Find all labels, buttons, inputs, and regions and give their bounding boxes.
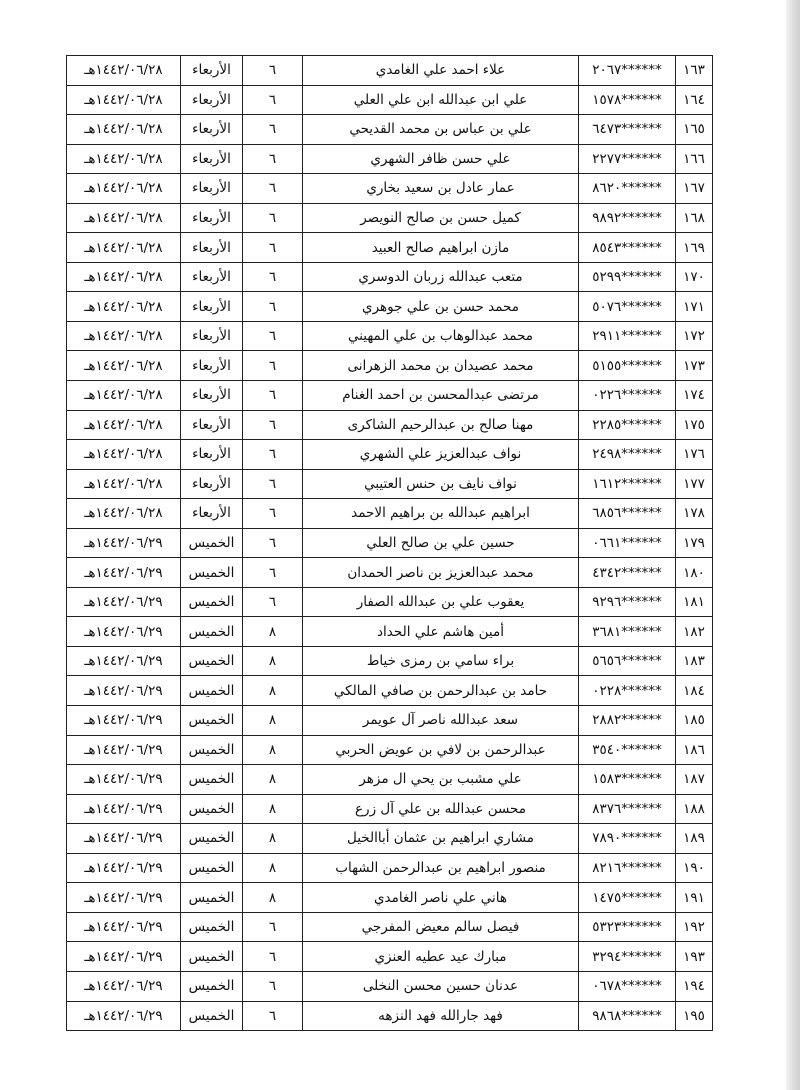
masked-id: ******١٥٧٨: [579, 85, 676, 115]
row-number: ١٦٨: [676, 203, 713, 233]
weekday: الأربعاء: [181, 85, 243, 115]
weekday: الأربعاء: [181, 292, 243, 322]
person-name: علي ابن عبدالله ابن علي العلي: [303, 85, 579, 115]
table-row: [67, 410, 713, 440]
week-number: ٦: [243, 351, 303, 381]
week-number: ٦: [243, 233, 303, 263]
person-name: مشاري ابراهيم بن عثمان أباالخيل: [303, 824, 579, 854]
person-name: علي مشبب بن يحي ال مزهر: [303, 765, 579, 795]
person-name: منصور ابراهيم بن عبدالرحمن الشهاب: [303, 853, 579, 883]
week-number: ٨: [243, 706, 303, 736]
row-number: ١٧٠: [676, 262, 713, 292]
row-number: ١٩١: [676, 883, 713, 913]
row-number: ١٩٥: [676, 1001, 713, 1031]
masked-id: ******٦٨٥٦: [579, 499, 676, 529]
row-number: ١٩٢: [676, 912, 713, 942]
hijri-date: ١٤٤٢/٠٦/٢٩هـ: [67, 587, 181, 617]
week-number: ٦: [243, 115, 303, 145]
hijri-date: ١٤٤٢/٠٦/٢٨هـ: [67, 499, 181, 529]
weekday: الخميس: [181, 528, 243, 558]
week-number: ٦: [243, 262, 303, 292]
weekday: الخميس: [181, 706, 243, 736]
person-name: أمين هاشم علي الحداد: [303, 617, 579, 647]
weekday: الخميس: [181, 587, 243, 617]
table-row: [67, 351, 713, 381]
masked-id: ******٢٤٩٨: [579, 440, 676, 470]
weekday: الخميس: [181, 824, 243, 854]
row-number: ١٨٤: [676, 676, 713, 706]
table-row: [67, 469, 713, 499]
masked-id: ******٥٣٢٣: [579, 912, 676, 942]
hijri-date: ١٤٤٢/٠٦/٢٨هـ: [67, 144, 181, 174]
table-row: [67, 765, 713, 795]
week-number: ٦: [243, 56, 303, 86]
masked-id: ******٢٩١١: [579, 321, 676, 351]
person-name: محمد عصيدان بن محمد الزهرانى: [303, 351, 579, 381]
table-row: [67, 587, 713, 617]
table-row: [67, 558, 713, 588]
table-row: [67, 85, 713, 115]
week-number: ٨: [243, 646, 303, 676]
hijri-date: ١٤٤٢/٠٦/٢٩هـ: [67, 528, 181, 558]
weekday: الأربعاء: [181, 56, 243, 86]
person-name: محمد عبدالوهاب بن علي المهيني: [303, 321, 579, 351]
table-row: [67, 262, 713, 292]
table-row: [67, 912, 713, 942]
week-number: ٦: [243, 942, 303, 972]
weekday: الخميس: [181, 883, 243, 913]
masked-id: ******٠٦٧٨: [579, 971, 676, 1001]
weekday: الخميس: [181, 971, 243, 1001]
row-number: ١٨٥: [676, 706, 713, 736]
week-number: ٦: [243, 292, 303, 322]
hijri-date: ١٤٤٢/٠٦/٢٨هـ: [67, 469, 181, 499]
masked-id: ******٣٥٤٠: [579, 735, 676, 765]
weekday: الأربعاء: [181, 203, 243, 233]
hijri-date: ١٤٤٢/٠٦/٢٨هـ: [67, 233, 181, 263]
hijri-date: ١٤٤٢/٠٦/٢٨هـ: [67, 115, 181, 145]
table-row: [67, 735, 713, 765]
week-number: ٦: [243, 174, 303, 204]
person-name: محمد حسن بن علي جوهري: [303, 292, 579, 322]
table-row: [67, 794, 713, 824]
week-number: ٦: [243, 469, 303, 499]
week-number: ٦: [243, 410, 303, 440]
weekday: الأربعاء: [181, 381, 243, 411]
page-edge-shadow: [786, 0, 800, 1090]
masked-id: ******٥٦٥٦: [579, 646, 676, 676]
row-number: ١٦٣: [676, 56, 713, 86]
weekday: الخميس: [181, 765, 243, 795]
person-name: يعقوب علي بن عبدالله الصفار: [303, 587, 579, 617]
row-number: ١٩٠: [676, 853, 713, 883]
weekday: الخميس: [181, 853, 243, 883]
masked-id: ******٠٢٢٨: [579, 676, 676, 706]
weekday: الأربعاء: [181, 174, 243, 204]
hijri-date: ١٤٤٢/٠٦/٢٨هـ: [67, 292, 181, 322]
hijri-date: ١٤٤٢/٠٦/٢٩هـ: [67, 617, 181, 647]
masked-id: ******٤٣٤٢: [579, 558, 676, 588]
hijri-date: ١٤٤٢/٠٦/٢٩هـ: [67, 735, 181, 765]
hijri-date: ١٤٤٢/٠٦/٢٩هـ: [67, 971, 181, 1001]
hijri-date: ١٤٤٢/٠٦/٢٩هـ: [67, 824, 181, 854]
person-name: عبدالرحمن بن لافي بن عويض الحربي: [303, 735, 579, 765]
masked-id: ******٥٠٧٦: [579, 292, 676, 322]
hijri-date: ١٤٤٢/٠٦/٢٨هـ: [67, 381, 181, 411]
weekday: الخميس: [181, 735, 243, 765]
week-number: ٦: [243, 499, 303, 529]
person-name: علاء احمد علي الغامدي: [303, 56, 579, 86]
table-row: [67, 971, 713, 1001]
table-row: [67, 56, 713, 86]
hijri-date: ١٤٤٢/٠٦/٢٩هـ: [67, 1001, 181, 1031]
weekday: الأربعاء: [181, 351, 243, 381]
row-number: ١٨٠: [676, 558, 713, 588]
masked-id: ******٠٦٦١: [579, 528, 676, 558]
table-row: [67, 646, 713, 676]
hijri-date: ١٤٤٢/٠٦/٢٨هـ: [67, 56, 181, 86]
row-number: ١٨٦: [676, 735, 713, 765]
table-row: [67, 528, 713, 558]
table-row: [67, 499, 713, 529]
weekday: الأربعاء: [181, 233, 243, 263]
week-number: ٨: [243, 883, 303, 913]
table-row: [67, 321, 713, 351]
row-number: ١٧٩: [676, 528, 713, 558]
week-number: ٦: [243, 144, 303, 174]
week-number: ٨: [243, 824, 303, 854]
weekday: الأربعاء: [181, 115, 243, 145]
row-number: ١٧٦: [676, 440, 713, 470]
row-number: ١٧٧: [676, 469, 713, 499]
week-number: ٦: [243, 85, 303, 115]
row-number: ١٨٩: [676, 824, 713, 854]
masked-id: ******٦٤٧٣: [579, 115, 676, 145]
hijri-date: ١٤٤٢/٠٦/٢٨هـ: [67, 174, 181, 204]
masked-id: ******١٥٨٣: [579, 765, 676, 795]
table-row: [67, 853, 713, 883]
week-number: ٨: [243, 765, 303, 795]
row-number: ١٦٩: [676, 233, 713, 263]
table-row: [67, 203, 713, 233]
weekday: الخميس: [181, 558, 243, 588]
person-name: عدنان حسين محسن النخلى: [303, 971, 579, 1001]
person-name: مهنا صالح بن عبدالرحيم الشاكرى: [303, 410, 579, 440]
roster-body: [67, 56, 713, 1031]
weekday: الخميس: [181, 676, 243, 706]
weekday: الأربعاء: [181, 410, 243, 440]
table-row: [67, 706, 713, 736]
hijri-date: ١٤٤٢/٠٦/٢٨هـ: [67, 440, 181, 470]
table-row: [67, 440, 713, 470]
table-row: [67, 115, 713, 145]
table-row: [67, 233, 713, 263]
row-number: ١٧٤: [676, 381, 713, 411]
masked-id: ******١٦١٢: [579, 469, 676, 499]
week-number: ٦: [243, 203, 303, 233]
table-row: [67, 883, 713, 913]
person-name: فيصل سالم معيض المفرجي: [303, 912, 579, 942]
person-name: حسين علي بن صالح العلي: [303, 528, 579, 558]
masked-id: ******٢٢٨٥: [579, 410, 676, 440]
weekday: الأربعاء: [181, 144, 243, 174]
person-name: متعب عبدالله زربان الدوسري: [303, 262, 579, 292]
table-row: [67, 824, 713, 854]
table-row: [67, 174, 713, 204]
week-number: ٦: [243, 321, 303, 351]
weekday: الأربعاء: [181, 499, 243, 529]
row-number: ١٦٦: [676, 144, 713, 174]
hijri-date: ١٤٤٢/٠٦/٢٨هـ: [67, 351, 181, 381]
row-number: ١٨٣: [676, 646, 713, 676]
roster-table: [66, 55, 713, 1031]
masked-id: ******٩٨٩٢: [579, 203, 676, 233]
person-name: مازن ابراهيم صالح العبيد: [303, 233, 579, 263]
row-number: ١٦٧: [676, 174, 713, 204]
row-number: ١٨٢: [676, 617, 713, 647]
masked-id: ******٨٦٢٠: [579, 174, 676, 204]
hijri-date: ١٤٤٢/٠٦/٢٨هـ: [67, 410, 181, 440]
hijri-date: ١٤٤٢/٠٦/٢٨هـ: [67, 203, 181, 233]
masked-id: ******٥٢٩٩: [579, 262, 676, 292]
weekday: الخميس: [181, 912, 243, 942]
masked-id: ******٢٨٨٢: [579, 706, 676, 736]
row-number: ١٧٨: [676, 499, 713, 529]
week-number: ٦: [243, 440, 303, 470]
person-name: هاني علي ناصر الغامدي: [303, 883, 579, 913]
week-number: ٦: [243, 381, 303, 411]
week-number: ٦: [243, 558, 303, 588]
hijri-date: ١٤٤٢/٠٦/٢٩هـ: [67, 883, 181, 913]
hijri-date: ١٤٤٢/٠٦/٢٨هـ: [67, 262, 181, 292]
week-number: ٦: [243, 912, 303, 942]
table-row: [67, 676, 713, 706]
week-number: ٦: [243, 587, 303, 617]
row-number: ١٧٣: [676, 351, 713, 381]
week-number: ٨: [243, 735, 303, 765]
person-name: نواف عبدالعزيز علي الشهري: [303, 440, 579, 470]
table-row: [67, 617, 713, 647]
table-row: [67, 381, 713, 411]
weekday: الخميس: [181, 646, 243, 676]
row-number: ١٨٨: [676, 794, 713, 824]
hijri-date: ١٤٤٢/٠٦/٢٩هـ: [67, 646, 181, 676]
masked-id: ******٧٨٩٠: [579, 824, 676, 854]
hijri-date: ١٤٤٢/٠٦/٢٩هـ: [67, 794, 181, 824]
hijri-date: ١٤٤٢/٠٦/٢٩هـ: [67, 853, 181, 883]
masked-id: ******٨٥٤٣: [579, 233, 676, 263]
row-number: ١٧٢: [676, 321, 713, 351]
masked-id: ******٩٨٦٨: [579, 1001, 676, 1031]
masked-id: ******٥١٥٥: [579, 351, 676, 381]
weekday: الخميس: [181, 1001, 243, 1031]
masked-id: ******٨٣٧٦: [579, 794, 676, 824]
hijri-date: ١٤٤٢/٠٦/٢٩هـ: [67, 706, 181, 736]
row-number: ١٨٧: [676, 765, 713, 795]
row-number: ١٧١: [676, 292, 713, 322]
person-name: محسن عبدالله بن علي آل زرع: [303, 794, 579, 824]
row-number: ١٩٣: [676, 942, 713, 972]
table-row: [67, 942, 713, 972]
row-number: ١٨١: [676, 587, 713, 617]
weekday: الخميس: [181, 942, 243, 972]
week-number: ٦: [243, 1001, 303, 1031]
week-number: ٨: [243, 794, 303, 824]
week-number: ٦: [243, 528, 303, 558]
row-number: ١٦٤: [676, 85, 713, 115]
person-name: مرتضى عبدالمحسن بن احمد الغنام: [303, 381, 579, 411]
person-name: مبارك عيد عطيه العنزي: [303, 942, 579, 972]
masked-id: ******٢٠٦٧: [579, 56, 676, 86]
hijri-date: ١٤٤٢/٠٦/٢٩هـ: [67, 942, 181, 972]
masked-id: ******٣٢٩٤: [579, 942, 676, 972]
weekday: الخميس: [181, 794, 243, 824]
person-name: محمد عبدالعزيز بن ناصر الحمدان: [303, 558, 579, 588]
row-number: ١٩٤: [676, 971, 713, 1001]
person-name: فهد جارالله فهد النزهه: [303, 1001, 579, 1031]
person-name: سعد عبدالله ناصر آل عويمر: [303, 706, 579, 736]
weekday: الخميس: [181, 617, 243, 647]
masked-id: ******٣٦٨١: [579, 617, 676, 647]
masked-id: ******٩٢٩٦: [579, 587, 676, 617]
person-name: علي حسن ظافر الشهري: [303, 144, 579, 174]
hijri-date: ١٤٤٢/٠٦/٢٩هـ: [67, 912, 181, 942]
week-number: ٨: [243, 853, 303, 883]
person-name: ابراهيم عبدالله بن براهيم الاحمد: [303, 499, 579, 529]
table-row: [67, 1001, 713, 1031]
week-number: ٨: [243, 676, 303, 706]
person-name: كميل حسن بن صالح النويصر: [303, 203, 579, 233]
masked-id: ******٠٢٢٦: [579, 381, 676, 411]
weekday: الأربعاء: [181, 440, 243, 470]
masked-id: ******٨٢١٦: [579, 853, 676, 883]
masked-id: ******٢٢٧٧: [579, 144, 676, 174]
person-name: عمار عادل بن سعيد بخاري: [303, 174, 579, 204]
table-row: [67, 144, 713, 174]
week-number: ٨: [243, 617, 303, 647]
weekday: الأربعاء: [181, 321, 243, 351]
person-name: حامد بن عبدالرحمن بن صافي المالكي: [303, 676, 579, 706]
hijri-date: ١٤٤٢/٠٦/٢٩هـ: [67, 676, 181, 706]
table-row: [67, 292, 713, 322]
weekday: الأربعاء: [181, 469, 243, 499]
person-name: نواف نايف بن حنس العتيبي: [303, 469, 579, 499]
hijri-date: ١٤٤٢/٠٦/٢٩هـ: [67, 558, 181, 588]
hijri-date: ١٤٤٢/٠٦/٢٨هـ: [67, 85, 181, 115]
week-number: ٦: [243, 971, 303, 1001]
hijri-date: ١٤٤٢/٠٦/٢٨هـ: [67, 321, 181, 351]
weekday: الأربعاء: [181, 262, 243, 292]
person-name: علي بن عباس بن محمد القديحي: [303, 115, 579, 145]
masked-id: ******١٤٧٥: [579, 883, 676, 913]
row-number: ١٦٥: [676, 115, 713, 145]
hijri-date: ١٤٤٢/٠٦/٢٩هـ: [67, 765, 181, 795]
row-number: ١٧٥: [676, 410, 713, 440]
person-name: براء سامي بن رمزى خياط: [303, 646, 579, 676]
